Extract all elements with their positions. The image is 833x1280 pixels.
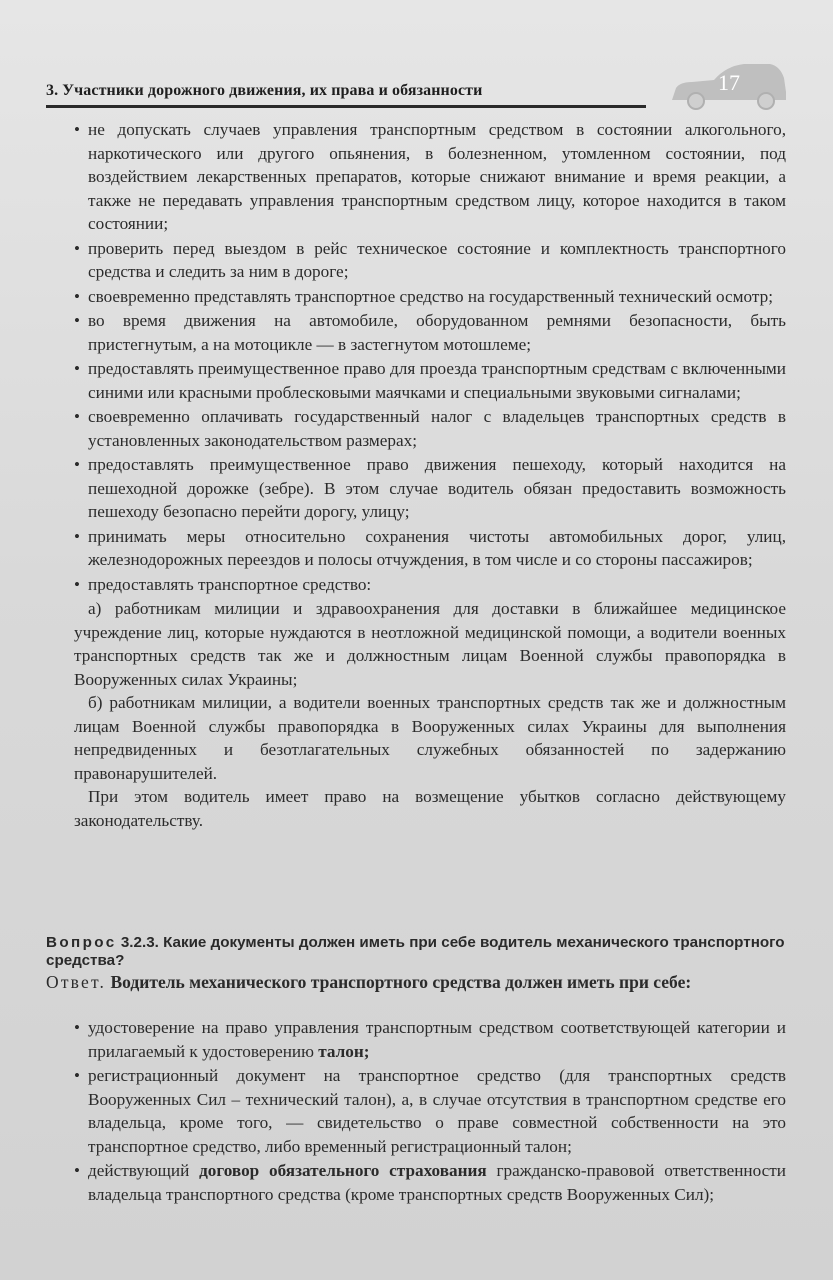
item-bold: договор обязательного страхования: [199, 1161, 487, 1180]
sub-item: б) работникам милиции, а водители военных транспортных средств так же и должностным лицам Военной службы правопорядка в Вооруженных силах Украины для выполнения непредвиденных и безотлагательных служебных обязанностей по задержанию правонарушителей.: [74, 693, 786, 783]
question-label: Вопрос: [46, 934, 117, 951]
answer-heading: [46, 970, 786, 994]
list-item: [74, 1159, 786, 1206]
list-item: • предоставлять преимущественное право для проезда транспортным средствам с включенными синими или красными проблесковыми маячками и специальными звуковыми сигналами;: [74, 357, 786, 404]
answer-list: [74, 1016, 786, 1207]
page-number: 17: [718, 70, 740, 95]
item-text: удостоверение на право управления транспортным средством соответствующей категории и прилагаемый к удостоверению: [88, 1018, 786, 1061]
answer-text: Водитель механического транспортного средства должен иметь при себе:: [110, 972, 692, 992]
list-item: • принимать меры относительно сохранения чистоты автомобильных дорог, улиц, железнодорожных переездов и полосы отчуждения, в том числе и со стороны пассажиров;: [74, 525, 786, 572]
list-item: • проверить перед выездом в рейс техническое состояние и комплектность транспортного средства и следить за ним в дороге;: [74, 237, 786, 284]
sub-item: а) работникам милиции и здравоохранения для доставки в ближайшее медицинское учреждение лиц, которые нуждаются в неотложной медицинской помощи, а водители военных транспортных средств так же и должностным лицам Военной службы правопорядка в Вооруженных силах Украины;: [74, 599, 786, 689]
header-rule: [46, 105, 646, 108]
list-item: • во время движения на автомобиле, оборудованном ремнями безопасности, быть пристегнутым, а на мотоцикле — в застегнутом мотошлеме;: [74, 309, 786, 356]
list-item: • предоставлять транспортное средство:: [74, 573, 786, 597]
question-heading: [46, 934, 786, 970]
question-text: 3.2.3. Какие документы должен иметь при себе водитель механического транспортного средства?: [46, 934, 785, 969]
closing-paragraph: При этом водитель имеет право на возмещение убытков согласно действующему законодательству.: [74, 787, 786, 830]
page-header: [46, 60, 786, 110]
item-text: действующий: [88, 1161, 190, 1180]
chapter-title: 3. Участники дорожного движения, их права и обязанности: [46, 82, 483, 99]
item-bold: талон;: [318, 1041, 370, 1061]
list-item: • регистрационный документ на транспортное средство (для транспортных средств Вооруженных Сил – технический талон), а, в случае отсутствия в транспортном средстве его владельца, кроме того, — свидетельство о праве совместной собственности на это транспортное средство, либо временный регистрационный талон;: [74, 1064, 786, 1158]
list-item: [74, 1016, 786, 1063]
answer-label: Ответ.: [46, 972, 107, 992]
list-item: • своевременно оплачивать государственный налог с владельцев транспортных средств в установленных законодательством размерах;: [74, 405, 786, 452]
list-item: • предоставлять преимущественное право движения пешеходу, который находится на пешеходной дорожке (зебре). В этом случае водитель обязан предоставить возможность пешеходу безопасно перейти дорогу, улицу;: [74, 453, 786, 524]
item-text: гражданско-правовой ответственности владельца транспортного средства (кроме транспортных средств Вооруженных Сил);: [88, 1161, 786, 1204]
list-item: • не допускать случаев управления транспортным средством в состоянии алкогольного, наркотического или другого опьянения, в болезненном, утомленном состоянии, под воздействием лекарственных препаратов, которые снижают внимание и время реакции, а также не передавать управления транспортным средством лицу, которое находится в таком состоянии;: [74, 118, 786, 236]
main-text: [74, 118, 786, 832]
list-item: • своевременно представлять транспортное средство на государственный технический осмотр;: [74, 285, 786, 309]
